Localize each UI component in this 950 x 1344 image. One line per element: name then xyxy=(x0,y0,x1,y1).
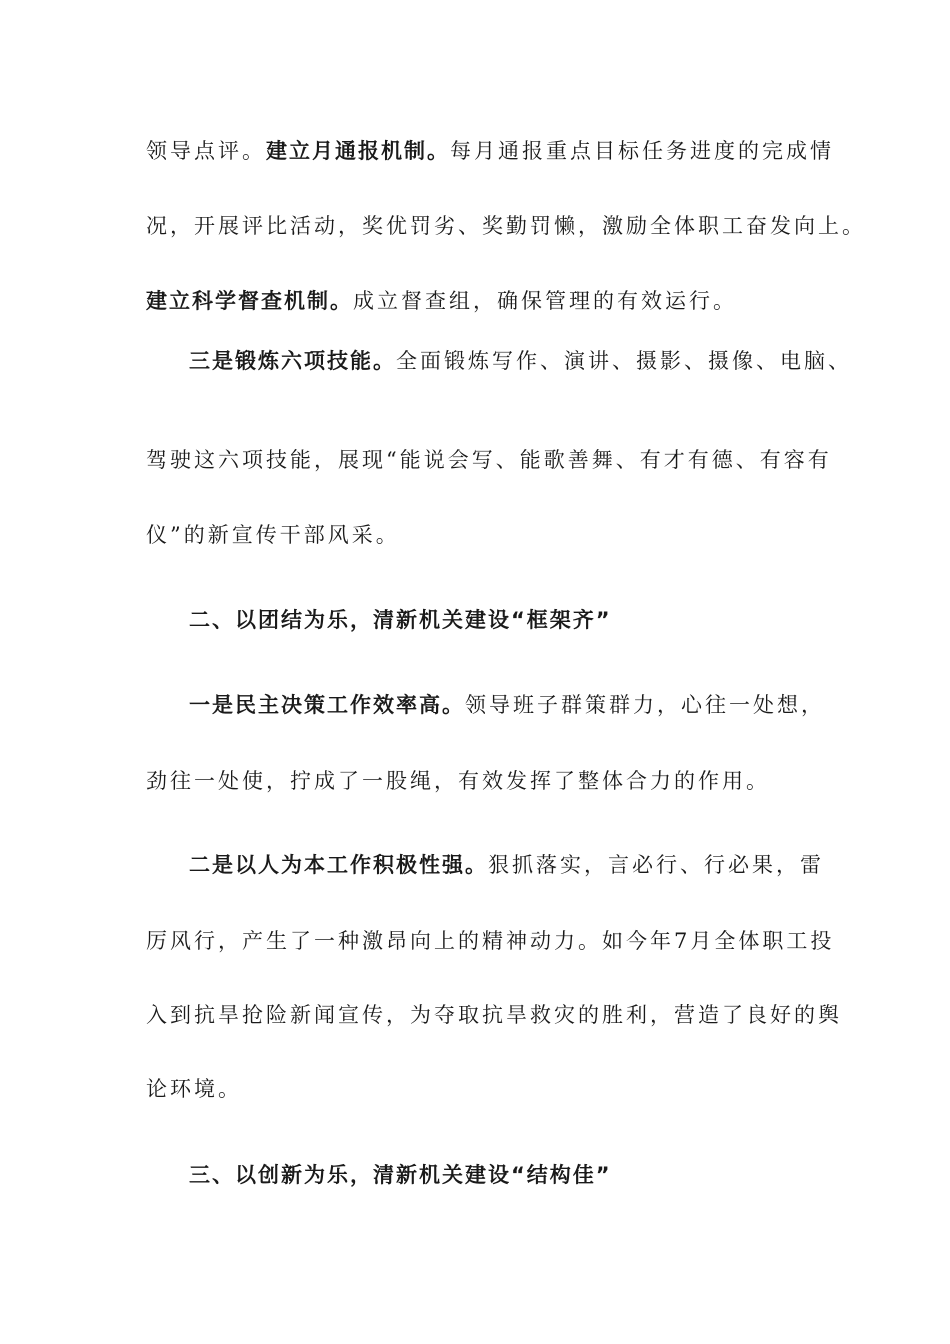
text-run: 全面锻炼写作、演讲、摄影、摄像、电脑、 xyxy=(396,349,852,373)
paragraph-line: 况，开展评比活动，奖优罚劣、奖勤罚懒，激励全体职工奋发向上。 xyxy=(146,214,866,238)
section-heading: 二、以团结为乐，清新机关建设“框架齐” xyxy=(189,608,612,632)
text-run: 每月通报重点目标任务进度的完成情 xyxy=(450,139,834,163)
paragraph-line: 厉风行，产生了一种激昂向上的精神动力。如今年7月全体职工投 xyxy=(146,929,835,953)
text-run: 成立督查组，确保管理的有效运行。 xyxy=(353,289,737,313)
bold-lead-text: 三是锻炼六项技能。 xyxy=(189,349,396,373)
paragraph-line: 驾驶这六项技能，展现“能说会写、能歌善舞、有才有德、有容有 xyxy=(146,448,832,472)
paragraph-line xyxy=(146,136,834,166)
bold-lead-text: 建立科学督查机制。 xyxy=(146,289,353,313)
paragraph-line xyxy=(189,690,869,720)
paragraph-line: 入到抗旱抢险新闻宣传，为夺取抗旱救灾的胜利，营造了良好的舆 xyxy=(146,1003,842,1027)
paragraph-line xyxy=(146,286,826,316)
text-run: 领导班子群策群力，心往一处想， xyxy=(465,693,825,717)
text-run: 领导点评。 xyxy=(146,139,266,163)
paragraph-line xyxy=(189,346,869,376)
text-run: 狠抓落实，言必行、行必果，雷 xyxy=(488,853,824,877)
paragraph-line: 劲往一处使，拧成了一股绳，有效发挥了整体合力的作用。 xyxy=(146,769,770,793)
paragraph-line: 论环境。 xyxy=(146,1077,242,1101)
bold-lead-text: 二是以人为本工作积极性强。 xyxy=(189,853,488,877)
bold-lead-text: 一是民主决策工作效率高。 xyxy=(189,693,465,717)
paragraph-line xyxy=(189,850,869,880)
section-heading: 三、以创新为乐，清新机关建设“结构佳” xyxy=(189,1163,612,1187)
paragraph-line: 仪”的新宣传干部风采。 xyxy=(146,523,400,547)
bold-lead-text: 建立月通报机制。 xyxy=(266,139,450,163)
